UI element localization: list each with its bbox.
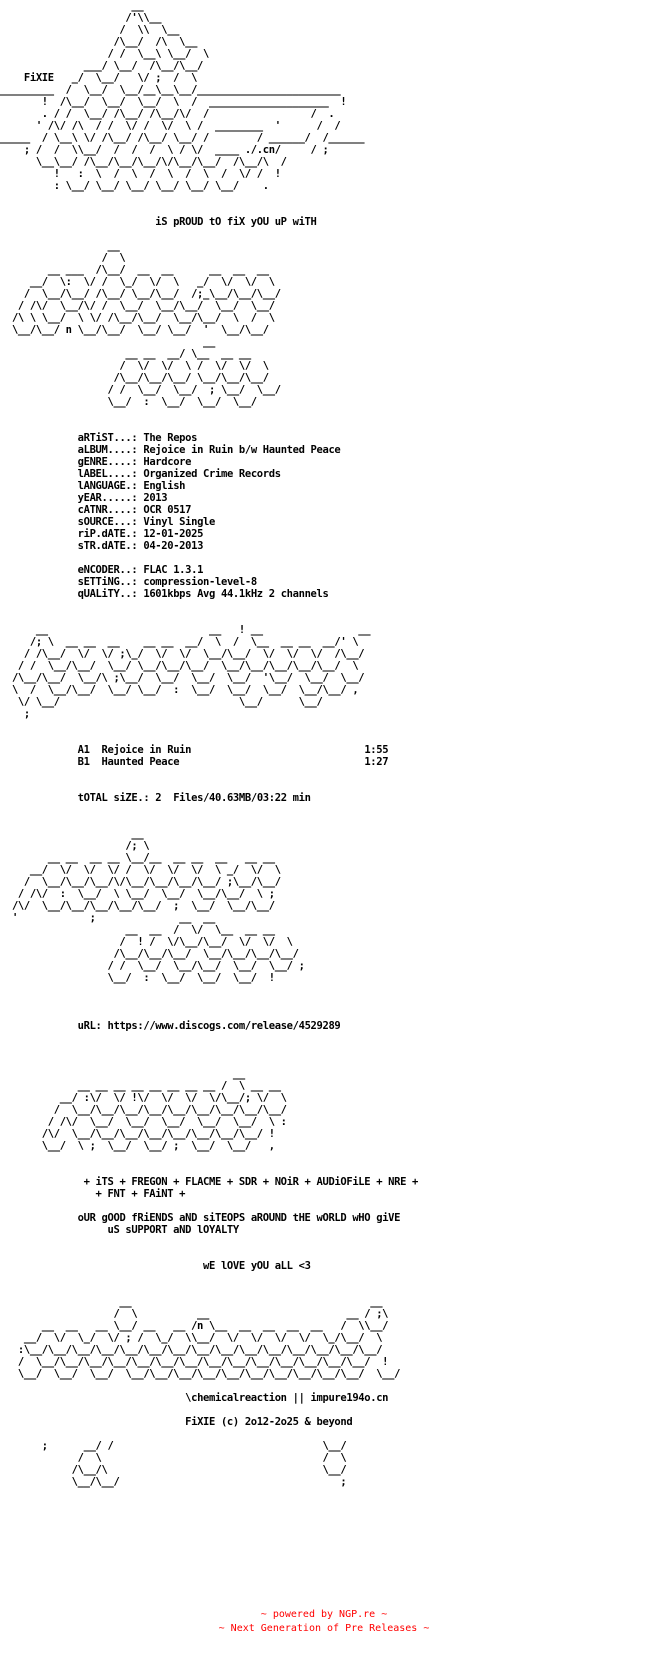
powered-by-link[interactable]: ~ powered by NGP.re ~ (260, 1609, 388, 1620)
info-value: 04-20-2013 (143, 540, 204, 552)
signature-copyright: FiXIE (c) 2o12-2o25 & beyond (185, 1416, 353, 1428)
info-value: Vinyl Single (143, 516, 216, 528)
info-row-encoder (0, 564, 648, 576)
greets-header-art: __ __ __ __ __ __ __ __ __ / \ __ __ __/ :\/ \/ !\/ \/ \/ \/\__/; \/ \ / \__/\__/\__/\__/\__/\__/\__/\__/\__/ / /\/ \__/ \__/ \__/ \__/ \__/ \ : /\/ \__/\__/\__/\__/\__/\__/\__/\__/ ! \__/ \ ; \__/ \__/ ; \__/ \__/ , (41, 1068, 287, 1152)
info-value: OCR 0517 (143, 504, 192, 516)
total-value: 2 Files/40.63MB/03:22 min (155, 792, 311, 804)
info-value: Hardcore (143, 456, 192, 468)
info-label: qUALiTY..: (77, 588, 138, 600)
info-label: sETTiNG..: (77, 576, 138, 588)
info-value: Rejoice in Ruin b/w Haunted Peace (143, 444, 341, 456)
info-label: sTR.dATE.: (77, 540, 138, 552)
powered-by-footer (0, 1608, 648, 1636)
love-line: wE lOVE yOU aLL <3 (203, 1260, 311, 1272)
greets-message: oUR gOOD fRiENDS aND siTEOPS aROUND tHE wORLD wHO giVE uS sUPPORT aND lOYALTY (77, 1212, 401, 1236)
info-row-quality (0, 588, 648, 600)
info-label: sOURCE...: (77, 516, 138, 528)
info-label: gENRE....: (77, 456, 138, 468)
info-row-catnr (0, 504, 648, 516)
track-duration: 1:55 (364, 744, 389, 756)
info-label: lABEL....: (77, 468, 138, 480)
tagline: ~ Next Generation of Pre Releases ~ (218, 1623, 430, 1634)
total-size-line (0, 792, 648, 804)
info-row-strdate (0, 540, 648, 552)
info-label: riP.dATE.: (77, 528, 138, 540)
info-value: Organized Crime Records (143, 468, 281, 480)
info-row-setting (0, 576, 648, 588)
info-label: cATNR....: (77, 504, 138, 516)
info-value: FLAC 1.3.1 (143, 564, 204, 576)
release-url-link[interactable]: https://www.discogs.com/release/4529289 (107, 1020, 341, 1032)
info-value: compression-level-8 (143, 576, 257, 588)
proud-text: iS pROUD tO fiX yOU uP wiTH (155, 216, 317, 228)
greets-groups: + iTS + FREGON + FLACME + SDR + NOiR + AUDiOFiLE + NRE + + FNT + FAiNT + (83, 1176, 419, 1200)
info-value: English (143, 480, 186, 492)
notes-header-art: __ /; \ __ __ __ __ \__/__ __ __ __ __ __ __/ \/ \/ \/ / \/ \/ \/ \ _/ \/ \ / \__/\__/\__/\/\__/\__/\__/\__/ ;\__/\__/ / /\/ : \__/ \ \__/ \__/ \__/\__/ \ ; /\/ \__/\__/\__/\__/\__/ ; \__/ \__/\__/ ' ; __ __ __ __ / \/ \__ __ __ / ! / \/\__/\__/ \/ \/ \ /\__/\__/\__/ \__/\__/\__/\__/ / / \__/ \__/\__/ \__/ \__/ ; \__/ : \__/ \__/ \__/ ! (11, 828, 305, 984)
signature-sites: \chemicalreaction || impure194o.cn (185, 1392, 389, 1404)
info-value: 12-01-2025 (143, 528, 204, 540)
tracklist (0, 744, 648, 768)
url-label: uRL: (77, 1020, 102, 1032)
info-row-genre (0, 456, 648, 468)
track-row (0, 744, 648, 756)
info-label: lANGUAGE.: (77, 480, 138, 492)
track-position: A1 (77, 744, 90, 756)
info-row-ripdate (0, 528, 648, 540)
track-duration: 1:27 (364, 756, 389, 768)
footer-tail-art: ; __/ / \__/ / \ / \ /\__/\ \__/ \__/\__/ ; (41, 1440, 347, 1488)
info-label: eNCODER..: (77, 564, 138, 576)
info-value: 1601kbps Avg 44.1kHz 2 channels (143, 588, 329, 600)
info-label: aRTiST...: (77, 432, 138, 444)
footer-logo-art: __ __ / \ __ __ / ;\ __ __ __ \__/ __ __ /n \__ __ __ __ __ / \\__/ __/ \/ \_/ \/ ; / \_/ \\__/ \/ \/ \/ \/ \_/\__/ \ :\__/\__/\__/\__/\__/\__/\__/\__/\__/\__/\__/\__/\__/\__/\__/ / \__/\__/\__/\__/\__/\__/\__/\__/\__/\__/\__/\__/\__/\__/ ! \__/ \__/ \__/ \__/\__/\__/\__/\__/\__/\__/\__/\__/\__/ \__/ (17, 1296, 401, 1380)
info-row-album (0, 444, 648, 456)
info-row-language (0, 480, 648, 492)
track-title: Haunted Peace (101, 756, 180, 768)
info-row-label (0, 468, 648, 480)
info-row-year (0, 492, 648, 504)
track-row (0, 756, 648, 768)
release-info-table (0, 432, 648, 600)
track-position: B1 (77, 756, 90, 768)
release-title-art: __ / \ __ ___ /\__/ __ __ __ __ __ __/ \: \/ / \_/ \/ \ _/ \/ \/ \ / \__/\__/ /\__/ \__/\__/ /;_\__/\__/\__/ / /\/ \__/\/ / \__/ \__/\__/ \__/ \__/ /\ \ \__/ \ \/ /\__/\__/ \__/\__/ \ / \ \__/\__/ n \__/\__/ \__/ \__/ ' \__/\__/ __ __ __ __/ \__ __ __ / \/ \/ \ / \/ \/ \ /\__/\__/\__/ \__/\__/\__/ / / \__/ \__/ ; \__/ \__/ \__/ : \__/ \__/ \__/ (11, 240, 281, 408)
info-value: The Repos (143, 432, 198, 444)
header-logo-art: __ /'\\__ / \\ \__ /\__/ /\ \__ / / \__\ \__/ \ ___/ \__/ /\__/\__/ FiXIE _/ \__/ \/ ; / \ _________ / \__/ \__/__\__\__/________________________ ! /\__/ \__/ \__/ \ / ____________________ ! . / / \__/ /\__/ /\__/\/ / / . ' /\/ /\ / / \/ / \/ \ / ________ ' / / _____ / \__\ \/ /\__/ /\__/ \__/ / / ______/ /______ ; / / \\__/ / / / \ / \/ ____ ./.cn/ / ; \__\__/ /\__/\__/\__/\/\__/\__/ /\__/\ / ! : \ / \ / \ / \ / \/ / ! : \__/ \__/ \__/ \__/ \__/ \__/ . (0, 0, 365, 192)
info-row-artist (0, 432, 648, 444)
url-line (0, 1020, 648, 1032)
info-value: 2013 (143, 492, 168, 504)
tracklist-header-art: __ __ ! __ __ /; \ __ __ __ __ __ __/ \ / \__ __ __ __/' \ / /\__/ \/ \/ ;\_/ \/ \/ \__/\__/ \/ \/ \/ /\__/ / / \__/\__/ \__/ \__/\__/\__/ \__/\__/\__/\__/\__/ \ /\__/\__/ \__/\ ;\__/ \__/ \__/ \__/ '\__/ \__/ \__/ \ / \__/\__/ \__/ \__/ : \__/ \__/ \__/ \__/\__/ , \/ \__/ \__/ \__/ ; (11, 624, 371, 720)
info-label: yEAR.....: (77, 492, 138, 504)
total-label: tOTAL siZE.: (77, 792, 150, 804)
track-title: Rejoice in Ruin (101, 744, 192, 756)
info-row-source (0, 516, 648, 528)
info-label: aLBUM....: (77, 444, 138, 456)
